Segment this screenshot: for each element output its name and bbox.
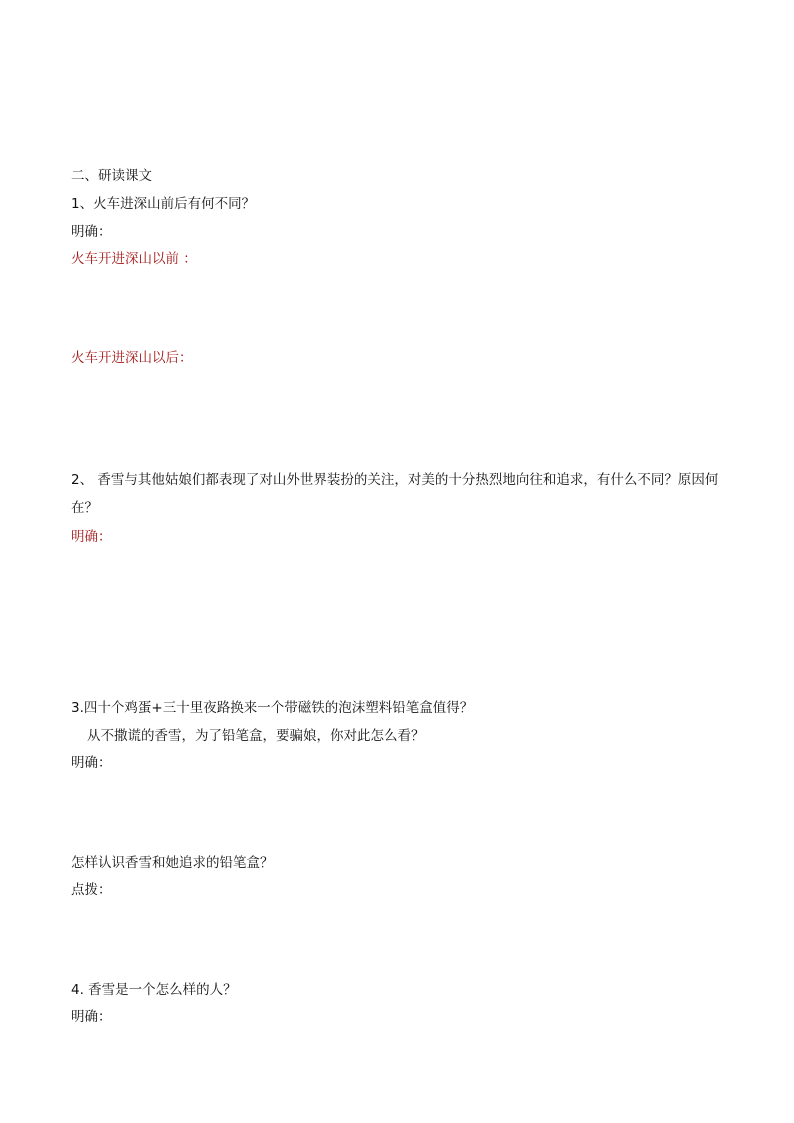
q1-before-label: 火车开进深山以前 ： — [71, 251, 197, 267]
q1-after-label: 火车开进深山以后： — [71, 350, 193, 366]
question-3: 3.四十个鸡蛋+三十里夜路换来一个带磁铁的泡沫塑料铅笔盒值得？ — [71, 700, 474, 716]
question-3-sub: 从不撒谎的香雪，为了铅笔盒，要骗娘，你对此怎么看？ — [87, 728, 425, 744]
question-1: 1、火车进深山前后有何不同？ — [71, 196, 256, 212]
answer-label-2: 明确： — [71, 529, 112, 545]
answer-label-1: 明确： — [71, 224, 112, 240]
hint-label-3: 点拨： — [71, 882, 112, 898]
question-2: 2、 香雪与其他姑娘们都表现了对山外世界装扮的关注，对美的十分热烈地向往和追求，有什么不同？原因何在？ — [71, 472, 719, 516]
answer-label-4: 明确： — [71, 1009, 112, 1025]
question-4: 4. 香雪是一个怎么样的人？ — [71, 982, 237, 998]
section-title: 二、研读课文 — [71, 168, 152, 184]
question-3-followup: 怎样认识香雪和她追求的铅笔盒？ — [71, 855, 274, 871]
answer-label-3: 明确： — [71, 755, 112, 771]
